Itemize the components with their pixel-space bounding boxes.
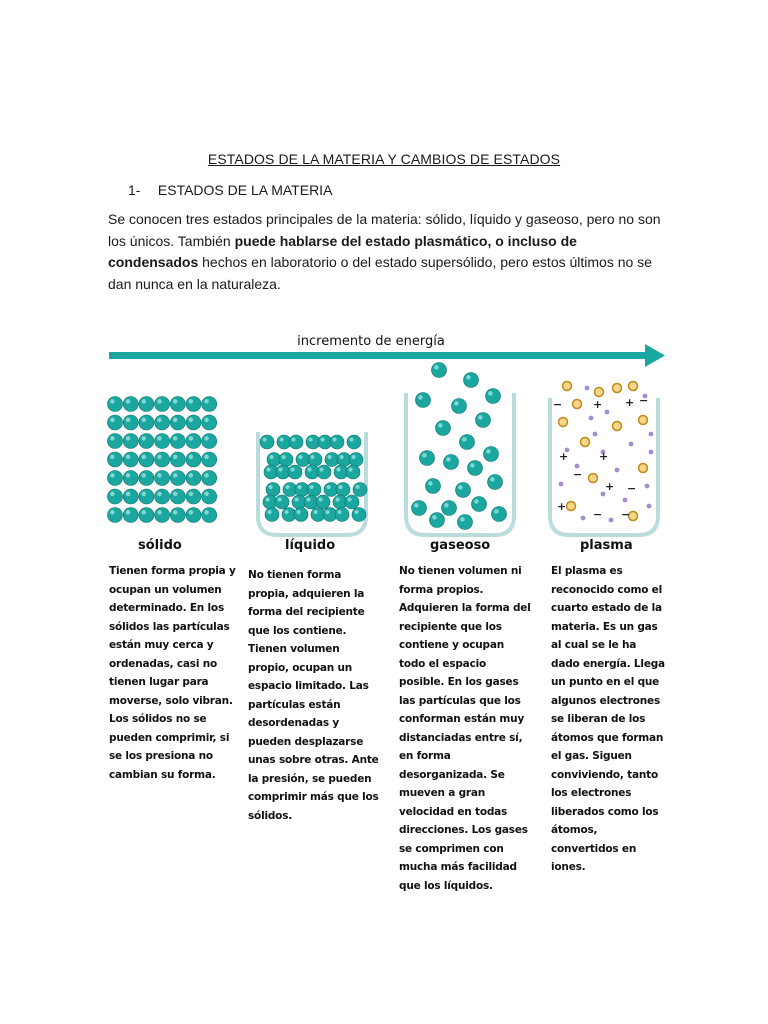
particle-highlight [110, 510, 115, 515]
particle-highlight [313, 510, 317, 514]
particle-highlight [291, 437, 295, 441]
plasma-ion [563, 382, 572, 391]
liquid-particle [316, 495, 330, 509]
solid-particle [186, 397, 201, 412]
gas-particle [488, 475, 503, 490]
liquid-particle [349, 453, 363, 467]
liquid-particle [308, 453, 322, 467]
solid-particle [186, 471, 201, 486]
solid-particle [139, 434, 154, 449]
solid-particle [170, 397, 185, 412]
liquid-particle [336, 483, 350, 497]
particle-highlight [110, 418, 115, 423]
particle-highlight [438, 423, 443, 428]
particle-highlight [284, 510, 288, 514]
particle-highlight [327, 455, 331, 459]
particle-highlight [308, 437, 312, 441]
particle-highlight [142, 492, 147, 497]
liquid-particle [265, 508, 279, 522]
particle-highlight [173, 510, 178, 515]
particle-highlight [110, 455, 115, 460]
particle-highlight [444, 503, 449, 508]
solid-particle [155, 471, 170, 486]
solid-particle [202, 508, 217, 523]
solid-particle [202, 397, 217, 412]
particle-highlight [462, 437, 467, 442]
solid-particle [139, 471, 154, 486]
solid-particle [202, 489, 217, 504]
gas-particle [430, 513, 445, 528]
particle-highlight [349, 437, 353, 441]
particle-highlight [189, 399, 194, 404]
gas-particle [484, 447, 499, 462]
particle-highlight [157, 455, 162, 460]
gas-particle [412, 501, 427, 516]
solid-particle [202, 471, 217, 486]
state-name-solid: sólido [138, 538, 182, 553]
particle-highlight [326, 485, 330, 489]
particle-highlight [355, 485, 359, 489]
description-solid: Tienen forma propia y ocupan un volumen determinado. En los sólidos las partículas están muy cerca y ordenadas, casi no tienen lugar para moverse, solo vibran. Los sólidos no se pueden comprimir, si se los presiona no cambian su forma. [109, 565, 236, 781]
paragraph-text-2: hechos en laboratorio o del estado supersólido, pero estos últimos no se dan nunca en la naturaleza. [108, 254, 652, 292]
gas-particle [444, 455, 459, 470]
particle-highlight [126, 455, 131, 460]
particle-highlight [189, 473, 194, 478]
particle-highlight [306, 497, 310, 501]
gas-particle [464, 373, 479, 388]
particle-highlight [157, 436, 162, 441]
plasma-ion [613, 422, 622, 431]
plasma-electron [609, 518, 614, 523]
charge-sign-icon: − [639, 394, 649, 407]
particle-highlight [204, 492, 209, 497]
solid-particle [123, 452, 138, 467]
particle-highlight [458, 485, 463, 490]
particle-highlight [351, 455, 355, 459]
plasma-ion [613, 384, 622, 393]
plasma-ion [581, 438, 590, 447]
particle-highlight [269, 455, 273, 459]
particle-highlight [296, 510, 300, 514]
particle-highlight [294, 497, 298, 501]
plasma-container [547, 378, 661, 538]
plasma-ion [567, 502, 576, 511]
plasma-ion [639, 464, 648, 473]
particle-highlight [126, 399, 131, 404]
liquid-particle [353, 483, 367, 497]
particle-highlight [320, 437, 324, 441]
solid-particle [170, 415, 185, 430]
particle-highlight [126, 492, 131, 497]
plasma-ion [573, 400, 582, 409]
particle-highlight [281, 455, 285, 459]
particle-highlight [173, 418, 178, 423]
particle-highlight [173, 399, 178, 404]
liquid-particle [335, 508, 349, 522]
particle-highlight [110, 492, 115, 497]
solid-particle [170, 434, 185, 449]
liquid-particle [289, 435, 303, 449]
particle-highlight [298, 455, 302, 459]
particle-highlight [432, 515, 437, 520]
solid-particle [108, 471, 123, 486]
particle-highlight [319, 467, 323, 471]
charge-sign-icon: − [553, 398, 563, 411]
solid-particle [139, 508, 154, 523]
plasma-electron [559, 482, 564, 487]
state-name-gas: gaseoso [430, 538, 491, 553]
gas-particle [468, 461, 483, 476]
solid-particle [170, 508, 185, 523]
paragraph-bold: puede hablarse del estado plasmático, o incluso de condensados [108, 232, 577, 270]
particle-highlight [262, 437, 266, 441]
particle-highlight [126, 473, 131, 478]
particle-highlight [466, 375, 471, 380]
particle-highlight [338, 485, 342, 489]
particle-highlight [422, 453, 427, 458]
particle-highlight [318, 497, 322, 501]
solid-particle [123, 415, 138, 430]
solid-particle [186, 452, 201, 467]
charge-sign-icon: + [605, 480, 615, 493]
charge-sign-icon: + [557, 500, 567, 513]
plasma-electron [629, 442, 634, 447]
gas-particle [426, 479, 441, 494]
liquid-particle [307, 483, 321, 497]
particle-highlight [454, 401, 459, 406]
description-plasma: El plasma es reconocido como el cuarto estado de la materia. Es un gas al cual se le ha dado energía. Llega un punto en el que algunos electrones se liberan de los átomos que forman el gas. Siguen conviviendo, tanto los electrones liberados como los átomos, convertidos en iones. [551, 565, 665, 873]
solid-particle [155, 434, 170, 449]
section-number: 1- [128, 182, 141, 198]
particle-highlight [478, 415, 483, 420]
particle-highlight [336, 467, 340, 471]
liquid-particle [294, 508, 308, 522]
solid-particle [123, 471, 138, 486]
charge-sign-icon: − [627, 482, 637, 495]
particle-highlight [126, 436, 131, 441]
gas-container [403, 358, 517, 538]
solid-particle [108, 508, 123, 523]
particle-highlight [126, 418, 131, 423]
particle-highlight [347, 497, 351, 501]
particle-highlight [278, 467, 282, 471]
liquid-particle [317, 465, 331, 479]
particle-highlight [446, 457, 451, 462]
plasma-ion [589, 474, 598, 483]
solid-particle [123, 489, 138, 504]
particle-highlight [142, 418, 147, 423]
liquid-particle [347, 435, 361, 449]
solid-particle [202, 452, 217, 467]
solid-particle [186, 508, 201, 523]
charge-sign-icon: + [559, 450, 569, 463]
solid-particle [155, 415, 170, 430]
particle-highlight [189, 492, 194, 497]
energy-label: incremento de energía [291, 334, 451, 349]
plasma-ion [595, 388, 604, 397]
particle-highlight [204, 455, 209, 460]
charge-sign-icon: + [599, 450, 609, 463]
section-heading [128, 182, 332, 198]
solid-particle [123, 434, 138, 449]
solid-particle [170, 471, 185, 486]
solid-particle [139, 452, 154, 467]
particle-highlight [488, 391, 493, 396]
particle-highlight [348, 467, 352, 471]
plasma-electron [649, 450, 654, 455]
solid-particle [139, 397, 154, 412]
particle-highlight [354, 510, 358, 514]
solid-particle [186, 434, 201, 449]
gas-particle [472, 497, 487, 512]
charge-sign-icon: + [593, 398, 603, 411]
particle-highlight [110, 436, 115, 441]
liquid-particle [275, 495, 289, 509]
solid-particle [155, 397, 170, 412]
particle-highlight [339, 455, 343, 459]
particle-highlight [157, 473, 162, 478]
gas-particle [456, 483, 471, 498]
solid-particle [202, 434, 217, 449]
solid-particle [108, 397, 123, 412]
particle-highlight [309, 485, 313, 489]
plasma-ion [629, 382, 638, 391]
particle-highlight [157, 492, 162, 497]
particle-highlight [173, 473, 178, 478]
liquid-container [255, 392, 369, 538]
solid-particle [123, 508, 138, 523]
gas-particle [436, 421, 451, 436]
gas-particle [420, 451, 435, 466]
particle-highlight [142, 436, 147, 441]
particle-highlight [142, 510, 147, 515]
particle-highlight [490, 477, 495, 482]
particle-highlight [325, 510, 329, 514]
gas-particle [486, 389, 501, 404]
plasma-electron [585, 386, 590, 391]
state-name-plasma: plasma [580, 538, 633, 553]
solid-particle [155, 508, 170, 523]
solid-particle [170, 489, 185, 504]
charge-sign-icon: − [573, 468, 583, 481]
plasma-electron [647, 504, 652, 509]
gas-particle [432, 363, 447, 378]
liquid-particle [330, 435, 344, 449]
particle-highlight [486, 449, 491, 454]
particle-highlight [157, 399, 162, 404]
description-liquid: No tienen forma propia, adquieren la forma del recipiente que los contiene. Tienen volumen propio, ocupan un espacio limitado. Las partículas están desordenadas y pueden desplazarse unas sobre otras. Ante la presión, se pueden comprimir más que los sólidos. [248, 569, 379, 822]
gas-particle [460, 435, 475, 450]
particle-highlight [189, 510, 194, 515]
charge-sign-icon: − [593, 508, 603, 521]
plasma-electron [645, 484, 650, 489]
particle-highlight [189, 455, 194, 460]
particle-highlight [265, 497, 269, 501]
particle-highlight [204, 399, 209, 404]
gas-particle [492, 507, 507, 522]
plasma-electron [581, 516, 586, 521]
particle-highlight [110, 399, 115, 404]
particle-highlight [434, 365, 439, 370]
solid-particle [139, 415, 154, 430]
solid-particle [108, 489, 123, 504]
plasma-electron [593, 432, 598, 437]
particle-highlight [460, 517, 465, 522]
solid-particle [139, 489, 154, 504]
section-title: ESTADOS DE LA MATERIA [157, 182, 333, 198]
plasma-electron [649, 432, 654, 437]
solid-particle [108, 434, 123, 449]
particle-highlight [204, 418, 209, 423]
intro-paragraph [108, 209, 668, 295]
liquid-particle [279, 453, 293, 467]
liquid-particle [345, 495, 359, 509]
charge-sign-icon: + [625, 396, 635, 409]
particle-highlight [157, 510, 162, 515]
particle-highlight [310, 455, 314, 459]
particle-highlight [266, 467, 270, 471]
particle-highlight [474, 499, 479, 504]
liquid-particle [346, 465, 360, 479]
solid-particle [108, 415, 123, 430]
particle-highlight [337, 510, 341, 514]
particle-highlight [428, 481, 433, 486]
solid-particle [155, 452, 170, 467]
solid-particle [186, 415, 201, 430]
particle-highlight [290, 467, 294, 471]
plasma-electron [623, 498, 628, 503]
particle-highlight [173, 436, 178, 441]
particle-highlight [335, 497, 339, 501]
solid-particle [202, 415, 217, 430]
particle-highlight [268, 485, 272, 489]
plasma-electron [589, 416, 594, 421]
solid-particle [123, 397, 138, 412]
particle-highlight [204, 436, 209, 441]
gas-particle [458, 515, 473, 530]
plasma-electron [615, 468, 620, 473]
particle-highlight [470, 463, 475, 468]
particle-highlight [279, 437, 283, 441]
gas-particle [476, 413, 491, 428]
description-gas: No tienen volumen ni forma propios. Adquieren la forma del recipiente que los contiene y ocupan todo el espacio posible. En los gases las partículas que los conforman están muy distanciadas entre sí, en forma desorganizada. Se mueven a gran velocidad en todas direcciones. Los gases se comprimen con mucha más facilidad que los líquidos. [399, 565, 531, 892]
particle-highlight [418, 395, 423, 400]
plasma-electron [605, 410, 610, 415]
particle-highlight [173, 492, 178, 497]
state-name-liquid: líquido [285, 538, 336, 553]
solid-particle [170, 452, 185, 467]
solid-particles [107, 396, 219, 538]
particle-highlight [204, 473, 209, 478]
gas-particle [452, 399, 467, 414]
plasma-ion [559, 418, 568, 427]
particle-highlight [142, 473, 147, 478]
liquid-particle [260, 435, 274, 449]
particle-highlight [189, 436, 194, 441]
paragraph-text-1: Se conocen tres estados principales de la materia: sólido, líquido y gaseoso, pero no son los únicos. También [108, 211, 661, 249]
plasma-ion [639, 416, 648, 425]
particle-highlight [204, 510, 209, 515]
gas-particle [416, 393, 431, 408]
particle-highlight [126, 510, 131, 515]
particle-highlight [173, 455, 178, 460]
particle-highlight [307, 467, 311, 471]
charge-sign-icon: − [621, 508, 631, 521]
particle-highlight [332, 437, 336, 441]
solid-particle [108, 452, 123, 467]
particle-highlight [297, 485, 301, 489]
states-of-matter-figure [100, 330, 670, 892]
solid-particle [155, 489, 170, 504]
particle-highlight [142, 399, 147, 404]
particle-highlight [285, 485, 289, 489]
liquid-particle [266, 483, 280, 497]
particle-highlight [414, 503, 419, 508]
particle-highlight [142, 455, 147, 460]
particle-highlight [277, 497, 281, 501]
particle-highlight [267, 510, 271, 514]
particle-highlight [494, 509, 499, 514]
document-title: ESTADOS DE LA MATERIA Y CAMBIOS DE ESTADOS [207, 151, 561, 167]
solid-particle [186, 489, 201, 504]
liquid-particle [352, 508, 366, 522]
particle-highlight [189, 418, 194, 423]
particle-highlight [110, 473, 115, 478]
gas-particle [442, 501, 457, 516]
particle-highlight [157, 418, 162, 423]
liquid-particle [288, 465, 302, 479]
